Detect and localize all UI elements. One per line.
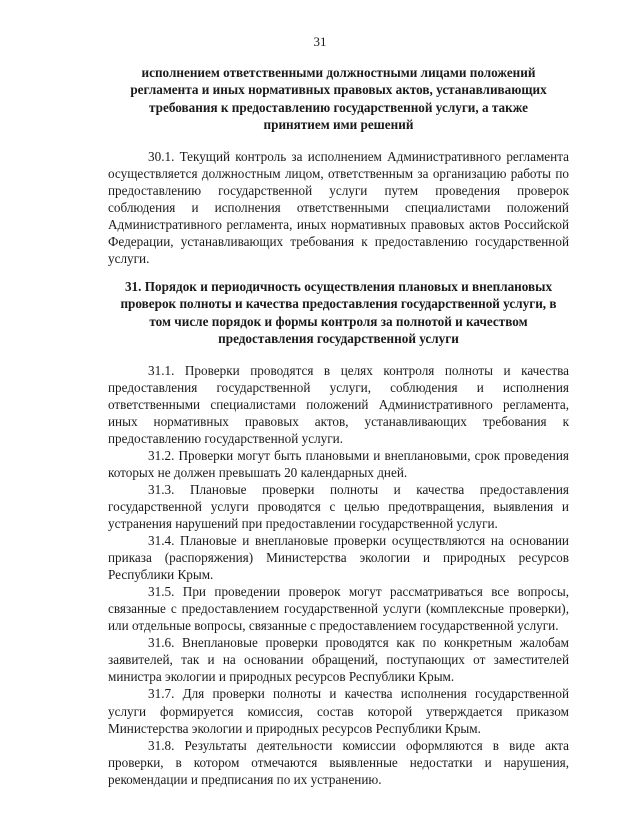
paragraph-31-4: 31.4. Плановые и внеплановые проверки осуществляются на основании приказа (распоряжения) Министерства экологии и природных ресурсов Республики Крым.	[108, 533, 569, 583]
page-number: 31	[313, 34, 327, 49]
heading-line: предоставления государственной услуги	[218, 331, 459, 347]
paragraph-31-3: 31.3. Плановые проверки полноты и качества предоставления государственной услуги проводятся с целью предотвращения, выявления и устранения нарушений при предоставлении государственной услуги.	[108, 481, 569, 531]
heading-line: исполнением ответственными должностными лицами положений	[141, 65, 536, 80]
heading-line: том числе порядок и формы контроля за полнотой и качеством	[149, 313, 528, 329]
paragraph-31-6: 31.6. Внеплановые проверки проводятся как по конкретным жалобам заявителей, так и на основании обращений, поступающих от заместителей министра экологии и природных ресурсов Республики Крым.	[108, 635, 569, 685]
paragraph-31-8: 31.8. Результаты деятельности комиссии оформляются в виде акта проверки, в котором отмечаются выявленные недостатки и нарушения, рекомендации и предписания по их устранению.	[108, 737, 569, 787]
paragraph-31-2: 31.2. Проверки могут быть плановыми и внеплановыми, срок проведения которых не должен превышать 20 календарных дней.	[108, 447, 569, 480]
section-30-heading	[108, 64, 569, 134]
document-body	[108, 64, 569, 788]
heading-line: требования к предоставлению государственной услуги, а также	[149, 99, 528, 115]
heading-line: 31. Порядок и периодичность осуществления плановых и внеплановых	[124, 278, 553, 294]
heading-line: принятием ими решений	[263, 117, 414, 133]
heading-line: регламента и иных нормативных правовых актов, устанавливающих	[130, 82, 547, 98]
paragraph-31-1: 31.1. Проверки проводятся в целях контроля полноты и качества предоставления государственной услуги, соблюдения и исполнения ответственными специалистами положений Административного регламента, иных нормативных правовых актов, устанавливающих требования к предоставлению государственной услуги.	[108, 362, 569, 446]
paragraph-31-7: 31.7. Для проверки полноты и качества исполнения государственной услуги формируется комиссия, состав которой утверждается приказом Министерства экологии и природных ресурсов Республики Крым.	[108, 686, 569, 736]
heading-line: проверок полноты и качества предоставления государственной услуги, в	[120, 296, 557, 312]
section-31-heading	[108, 278, 569, 348]
paragraph-31-5: 31.5. При проведении проверок могут рассматриваться все вопросы, связанные с предоставлением государственной услуги (комплексные проверки), или отдельные вопросы, связанные с предоставлением государственной услуги.	[108, 584, 569, 634]
paragraph-30-1: 30.1. Текущий контроль за исполнением Административного регламента осуществляется должностным лицом, ответственным за организацию работы по предоставлению государственной услуги путем проведения проверок соблюдения и исполнения ответственными специалистами положений Административного регламента, иных нормативных правовых актов Российской Федерации, устанавливающих требования к предоставлению государственной услуги.	[108, 148, 569, 266]
